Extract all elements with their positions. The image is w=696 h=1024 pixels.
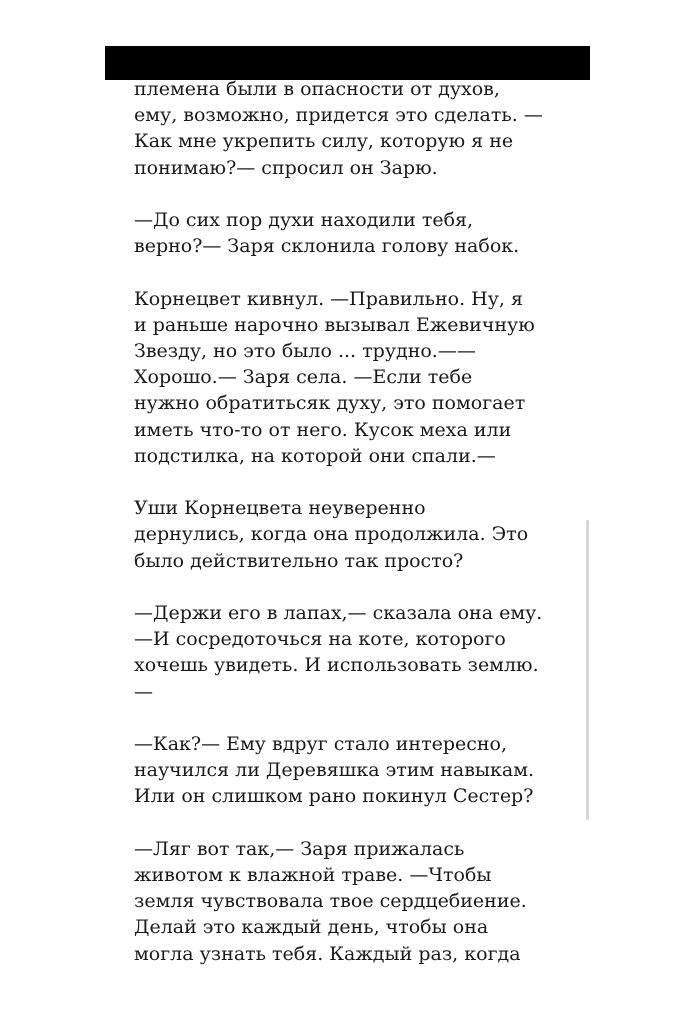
text-line: Или он слишком рано покинул Сестер? [134, 785, 534, 808]
text-line: научился ли Деревяшка этим навыкам. [134, 759, 535, 782]
text-line: нужно обратитьсяк духу, это помогает [134, 392, 526, 415]
scrollbar[interactable] [586, 520, 589, 820]
text-line: понимаю?— спросил он Зарю. [134, 156, 438, 179]
paragraph [134, 207, 574, 259]
text-line: ему, возможно, придется это сделать. — [134, 104, 543, 127]
text-line: —Держи его в лапах,— сказала она ему. [134, 602, 543, 624]
text-line: Звезду, но это было ... трудно.—— [134, 340, 476, 362]
text-line: —Ляг вот так,— Заря прижалась [134, 837, 465, 860]
paragraph [134, 286, 574, 469]
text-line: земля чувствовала твое сердцебиение. [134, 890, 527, 913]
text-line: было действительно так просто? [134, 549, 464, 572]
text-line: могла узнать тебя. Каждый раз, когда [134, 942, 521, 965]
text-line: Как мне укрепить силу, которую я не [134, 130, 514, 153]
text-line: Уши Корнецвета неуверенно [134, 497, 426, 520]
text-line: животом к влажной траве. —Чтобы [134, 864, 492, 886]
text-line: Корнецвет кивнул. —Правильно. Ну, я [134, 287, 523, 310]
text-line: —И сосредоточься на коте, которого [134, 628, 506, 651]
paragraph [134, 76, 574, 181]
text-line: —Как?— Ему вдруг стало интересно, [134, 733, 508, 755]
text-line: дернулись, когда она продолжила. Это [134, 523, 529, 546]
paragraph [134, 600, 574, 705]
text-line: подстилка, на которой они спали.— [134, 444, 496, 467]
paragraph [134, 495, 574, 574]
text-line: хочешь увидеть. И использовать землю. [134, 654, 539, 677]
paragraph [134, 836, 574, 967]
text-body[interactable] [134, 76, 574, 996]
text-line: иметь что-то от него. Кусок меха или [134, 418, 512, 441]
paragraph [134, 731, 574, 810]
text-line: —До сих пор духи находили тебя, [134, 209, 474, 231]
text-line: и раньше нарочно вызывал Ежевичную [134, 313, 535, 336]
text-line: — [134, 680, 153, 703]
text-line: племена были в опасности от духов, [134, 78, 500, 100]
text-line: Хорошо.— Заря села. —Если тебе [134, 366, 473, 389]
text-line: верно?— Заря склонила голову набок. [134, 235, 520, 258]
text-line: Делай это каждый день, чтобы она [134, 916, 489, 939]
redaction-bar [105, 46, 590, 80]
